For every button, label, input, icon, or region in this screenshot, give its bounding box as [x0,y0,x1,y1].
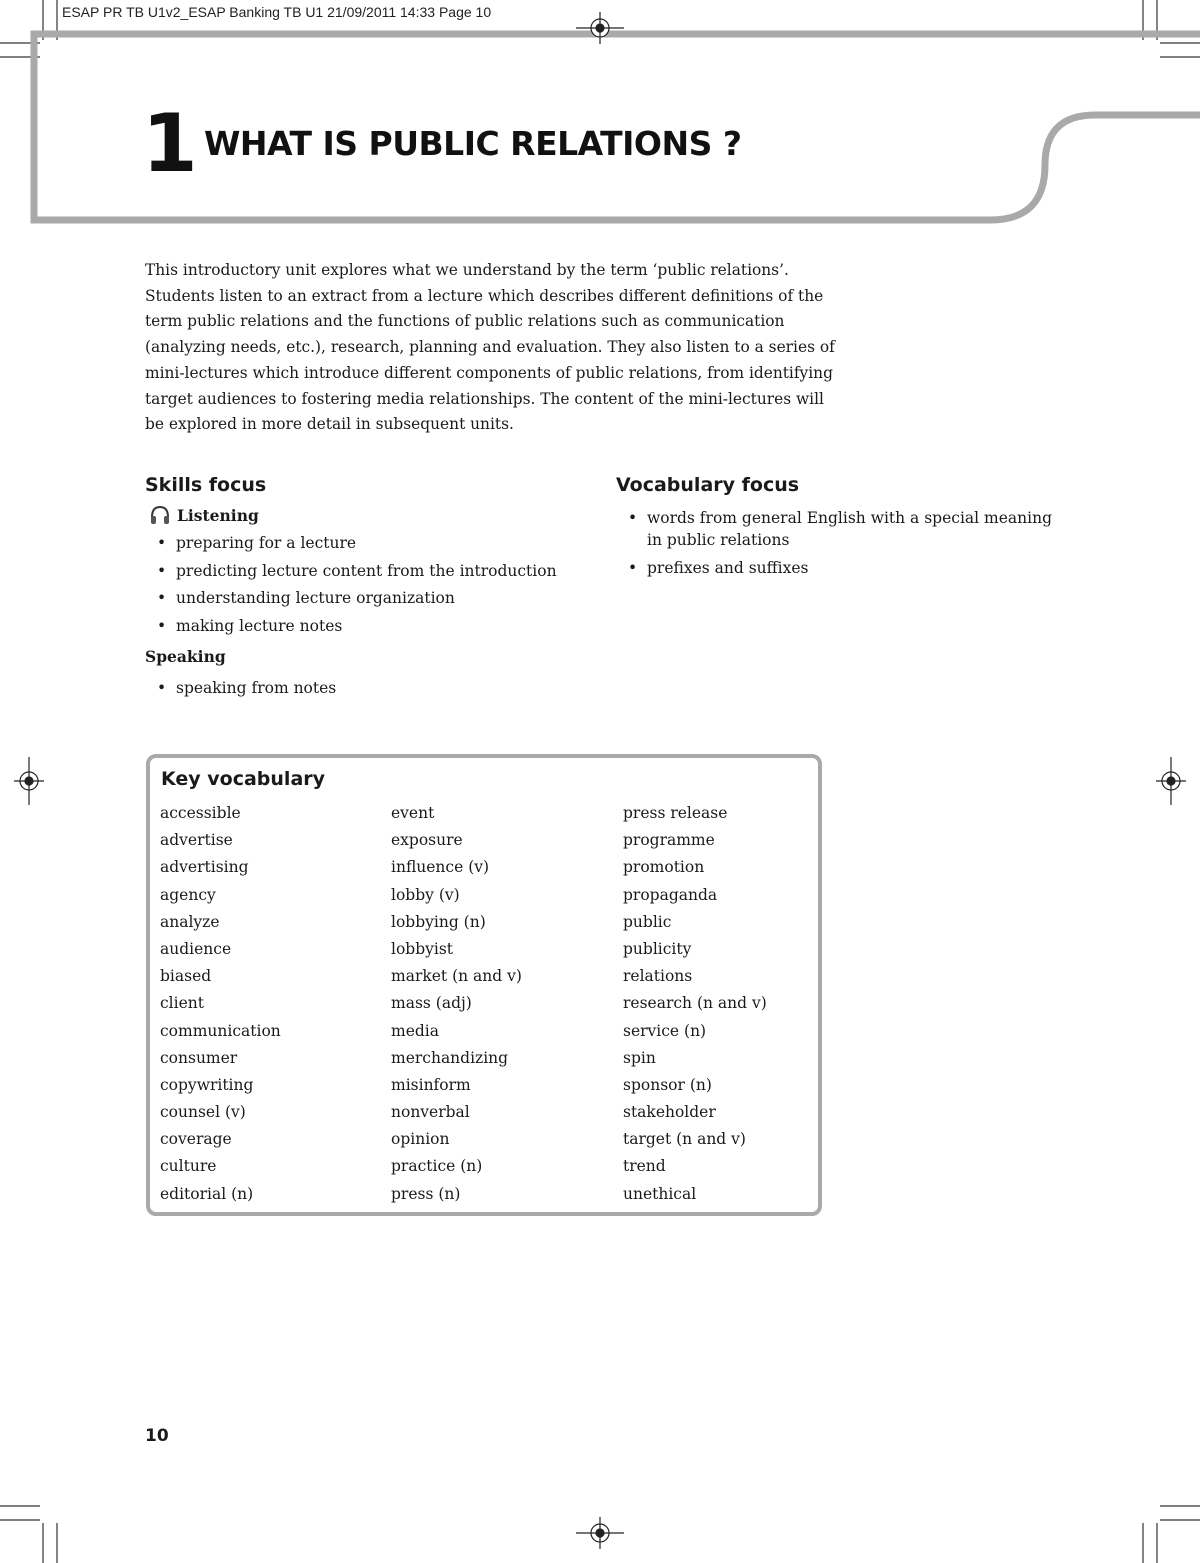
vocabulary-focus-list [616,507,1076,579]
list-item: advertise [160,831,233,850]
list-item: stakeholder [623,1103,716,1122]
key-vocabulary-column-1 [160,802,281,1210]
list-item: misinform [391,1075,471,1094]
list-item: counsel (v) [160,1103,246,1122]
list-item: press release [623,804,728,822]
registration-mark-icon [576,12,624,44]
speaking-label: Speaking [145,646,226,666]
registration-mark-icon [576,1517,624,1549]
list-item: opinion [391,1130,450,1149]
key-vocabulary-heading: Key vocabulary [161,768,326,790]
list-item: analyze [160,912,220,931]
list-item: • words from general English with a special meaning in public relations [616,507,1057,551]
unit-title: WHAT IS PUBLIC RELATIONS ? [204,124,742,163]
list-item: editorial (n) [160,1184,254,1203]
listening-label: Listening [177,505,259,525]
list-item: consumer [160,1048,238,1067]
list-item: influence (v) [391,858,490,877]
list-item: relations [623,967,693,986]
list-item: nonverbal [391,1103,470,1122]
list-item: culture [160,1157,217,1176]
list-item: market (n and v) [391,967,522,986]
list-item: unethical [623,1184,697,1203]
list-item: coverage [160,1130,232,1149]
list-item: public [623,912,672,931]
list-item: • preparing for a lecture [145,532,585,554]
list-item: propaganda [623,885,718,904]
vocabulary-focus [616,474,1076,579]
list-item: accessible [160,804,241,822]
list-item: audience [160,939,232,958]
unit-number: 1 [142,97,196,190]
list-item: service (n) [623,1021,707,1040]
list-item: merchandizing [391,1048,509,1067]
list-item: client [160,994,204,1013]
list-item: • predicting lecture content from the introduction [145,560,585,582]
list-item: advertising [160,858,249,877]
list-item: press (n) [391,1184,461,1203]
list-item: target (n and v) [623,1130,746,1149]
skills-focus-heading: Skills focus [145,474,267,496]
headphones-icon [149,504,171,526]
list-item: sponsor (n) [623,1075,712,1094]
skills-focus [145,474,585,699]
registration-mark-icon [1156,757,1186,805]
list-item: communication [160,1021,281,1040]
slug-line: ESAP PR TB U1v2_ESAP Banking TB U1 21/09/2011 14:33 Page 10 [62,4,492,20]
list-item: programme [623,831,715,850]
list-item: event [391,804,435,822]
list-item: spin [623,1048,656,1067]
registration-mark-icon [14,757,44,805]
list-item: • speaking from notes [145,677,585,699]
list-item: trend [623,1157,666,1176]
list-item: research (n and v) [623,994,767,1013]
list-item: biased [160,967,212,986]
list-item: mass (adj) [391,994,472,1013]
intro-paragraph: This introductory unit explores what we understand by the term ‘public relations’. Students listen to an extract from a lecture which describes different definitions of the term public relations and the functions of public relations such as communication (analyzing needs, etc.), research, planning and evaluation. They also listen to a series of mini-lectures which introduce different components of public relations, from identifying target audiences to fostering media relationships. The content of the mini-lectures will be explored in more detail in subsequent units. [145,261,835,434]
list-item: • understanding lecture organization [145,587,585,609]
list-item: • prefixes and suffixes [616,557,1076,579]
list-item: copywriting [160,1075,254,1094]
list-item: lobbyist [391,939,454,958]
list-item: publicity [623,939,692,958]
list-item: exposure [391,831,463,850]
vocabulary-focus-heading: Vocabulary focus [616,474,800,496]
list-item: practice (n) [391,1157,483,1176]
list-item: media [391,1021,439,1040]
list-item: lobby (v) [391,885,460,904]
page-number: 10 [145,1426,169,1446]
list-item: promotion [623,858,705,877]
list-item: • making lecture notes [145,615,585,637]
key-vocabulary-box [146,754,822,1216]
listening-subhead [145,504,585,526]
listening-list [145,532,585,637]
speaking-list [145,677,585,699]
list-item: agency [160,885,216,904]
key-vocabulary-column-3 [623,802,767,1210]
key-vocabulary-column-2 [391,802,522,1210]
list-item: lobbying (n) [391,912,486,931]
